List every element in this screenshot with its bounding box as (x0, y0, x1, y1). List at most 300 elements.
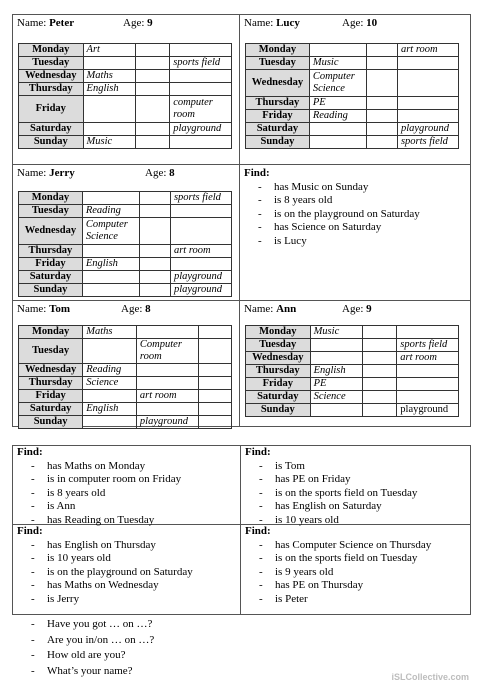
activity-cell (363, 404, 397, 417)
day-cell: Wednesday (19, 364, 83, 377)
list-item-text: is in computer room on Friday (47, 473, 182, 485)
activity-cell (136, 403, 198, 416)
list-item-text: is Lucy (274, 234, 307, 247)
list-item (17, 460, 237, 474)
activity-cell (363, 352, 397, 365)
question-list (17, 617, 317, 679)
dash-bullet: - (259, 592, 263, 605)
name-label: Name: (244, 303, 277, 315)
day-cell: Sunday (19, 416, 83, 429)
activity-cell: sports field (170, 192, 231, 205)
activity-cell (367, 57, 398, 70)
activity-cell: playground (170, 284, 231, 297)
list-item-text: has Music on Sunday (274, 180, 369, 193)
list-item-text: has Maths on Monday (47, 459, 146, 472)
day-cell: Monday (19, 44, 84, 57)
activity-cell (82, 245, 139, 258)
list-item-text: is on the sports field on Tuesday (275, 552, 418, 564)
schedule-row (246, 391, 459, 404)
dash-bullet: - (31, 649, 35, 661)
list-item (245, 539, 469, 553)
activity-cell: English (83, 403, 137, 416)
peter-header (17, 17, 237, 32)
schedule-row (246, 57, 459, 70)
list-item-text: is Ann (47, 500, 76, 512)
list-item-text: Have you got … on …? (47, 618, 153, 630)
schedule-row (19, 136, 232, 149)
activity-cell (140, 284, 171, 297)
activity-cell: PE (310, 378, 363, 391)
activity-cell (363, 326, 397, 339)
activity-cell (199, 377, 232, 390)
schedule-row (246, 365, 459, 378)
activity-cell: Reading (309, 110, 366, 123)
day-cell: Saturday (246, 123, 310, 136)
student-name: Lucy (276, 17, 300, 29)
schedule-row (19, 70, 232, 83)
jerry-schedule-table (18, 191, 232, 297)
activity-cell (310, 339, 363, 352)
dash-bullet: - (258, 234, 262, 247)
find-list (245, 539, 469, 607)
useful-questions (17, 617, 317, 679)
list-item (245, 473, 469, 487)
student-name: Peter (49, 17, 75, 29)
peter-schedule-table (18, 43, 232, 149)
student-age: 9 (147, 17, 153, 29)
name-label: Name: (17, 167, 50, 179)
tom-schedule-table (18, 325, 232, 429)
schedule-row (19, 284, 232, 297)
ann-schedule-table (245, 325, 459, 417)
lucy-header (244, 17, 464, 32)
schedule-row (19, 57, 232, 70)
activity-cell (82, 284, 139, 297)
list-item-text: has Maths on Wednesday (47, 579, 159, 591)
schedule-row (246, 404, 459, 417)
activity-cell (310, 404, 363, 417)
schedule-row (19, 96, 232, 123)
dash-bullet: - (259, 473, 263, 485)
student-name: Ann (276, 303, 297, 315)
activity-cell (136, 57, 170, 70)
list-item (245, 500, 469, 514)
activity-cell (397, 57, 458, 70)
list-item (17, 566, 237, 580)
jerry-header (17, 167, 237, 182)
day-cell: Saturday (19, 403, 83, 416)
activity-cell (140, 218, 171, 245)
activity-cell (199, 416, 232, 429)
activity-cell: Reading (82, 205, 139, 218)
day-cell: Wednesday (246, 70, 310, 97)
dash-bullet: - (31, 500, 35, 512)
activity-cell (140, 258, 171, 271)
activity-cell (363, 365, 397, 378)
age-label: Age: (145, 167, 170, 179)
dash-bullet: - (259, 579, 263, 591)
activity-cell (199, 326, 232, 339)
day-cell: Sunday (19, 136, 84, 149)
find-box-c (17, 525, 237, 606)
day-cell: Sunday (246, 404, 311, 417)
schedule-row (19, 377, 232, 390)
activity-cell (397, 97, 458, 110)
student-age: 8 (145, 303, 151, 315)
activity-cell: Maths (83, 326, 137, 339)
day-cell: Friday (19, 390, 83, 403)
activity-cell (367, 110, 398, 123)
activity-cell (140, 192, 171, 205)
activity-cell (367, 123, 398, 136)
schedule-row (19, 123, 232, 136)
dash-bullet: - (31, 538, 35, 551)
day-cell: Friday (19, 96, 84, 123)
list-item (245, 593, 469, 607)
find-box-a (17, 446, 237, 527)
list-item-text: has Computer Science on Thursday (275, 538, 432, 551)
dash-bullet: - (31, 565, 35, 578)
activity-cell (136, 70, 170, 83)
activity-cell (83, 123, 136, 136)
activity-cell: computer room (170, 96, 232, 123)
find-title: Find: (245, 525, 271, 537)
day-cell: Wednesday (246, 352, 311, 365)
list-item (17, 664, 317, 680)
activity-cell: playground (170, 271, 231, 284)
schedule-row (246, 70, 459, 97)
day-cell: Sunday (19, 284, 83, 297)
dash-bullet: - (259, 565, 263, 578)
schedule-row (246, 352, 459, 365)
list-item-text: is 10 years old (47, 552, 111, 564)
activity-cell (140, 205, 171, 218)
schedule-row (19, 416, 232, 429)
dash-bullet: - (31, 592, 35, 605)
age-label: Age: (121, 303, 146, 315)
activity-cell (199, 403, 232, 416)
activity-cell: Music (310, 326, 363, 339)
activity-cell: Computer Science (82, 218, 139, 245)
activity-cell (363, 391, 397, 404)
list-item (17, 648, 317, 664)
name-label: Name: (17, 17, 50, 29)
activity-cell (363, 378, 397, 391)
list-item-text: is Peter (275, 592, 308, 605)
day-cell: Thursday (19, 245, 83, 258)
day-cell: Tuesday (246, 57, 310, 70)
activity-cell (136, 83, 170, 96)
activity-cell (170, 205, 231, 218)
activity-cell: English (83, 83, 136, 96)
activity-cell: Maths (83, 70, 136, 83)
list-item-text: is on the playground on Saturday (274, 207, 420, 220)
list-item (17, 633, 317, 649)
dash-bullet: - (31, 486, 35, 499)
schedule-row (19, 364, 232, 377)
activity-cell: Computer room (136, 339, 198, 364)
day-cell: Tuesday (246, 339, 311, 352)
activity-cell (82, 192, 139, 205)
activity-cell: playground (397, 123, 458, 136)
activity-cell: sports field (397, 339, 459, 352)
list-item-text: has Science on Saturday (274, 221, 382, 233)
find-title: Find: (17, 525, 43, 537)
schedule-row (19, 271, 232, 284)
list-item (17, 579, 237, 593)
list-item (17, 500, 237, 514)
schedule-row (246, 326, 459, 339)
list-item-text: has Reading on Tuesday (47, 513, 155, 526)
activity-cell (83, 339, 137, 364)
dash-bullet: - (31, 664, 35, 677)
horizontal-divider-1 (12, 164, 471, 165)
list-item-text: is on the playground on Saturday (47, 565, 193, 578)
activity-cell: Science (310, 391, 363, 404)
activity-cell (170, 218, 231, 245)
age-label: Age: (342, 303, 367, 315)
lower-vertical-divider (240, 445, 241, 615)
list-item-text: is 8 years old (274, 194, 333, 206)
activity-cell: art room (397, 352, 459, 365)
activity-cell: Art (83, 44, 136, 57)
activity-cell (83, 57, 136, 70)
activity-cell: PE (309, 97, 366, 110)
schedule-row (19, 326, 232, 339)
activity-cell: playground (136, 416, 198, 429)
schedule-row (246, 97, 459, 110)
list-item (244, 181, 468, 195)
list-item (17, 487, 237, 501)
day-cell: Saturday (19, 123, 84, 136)
activity-cell (136, 377, 198, 390)
dash-bullet: - (259, 500, 263, 512)
activity-cell: Computer Science (309, 70, 366, 97)
horizontal-divider-2 (12, 300, 471, 301)
dash-bullet: - (259, 552, 263, 564)
activity-cell (140, 245, 171, 258)
day-cell: Friday (246, 378, 311, 391)
list-item (244, 235, 468, 249)
list-item-text: has PE on Friday (275, 473, 351, 485)
find-list (17, 539, 237, 607)
activity-cell (363, 339, 397, 352)
find-list (244, 181, 468, 249)
activity-cell: Science (83, 377, 137, 390)
activity-cell (83, 96, 136, 123)
activity-cell (82, 271, 139, 284)
dash-bullet: - (31, 459, 35, 472)
schedule-row (246, 123, 459, 136)
activity-cell (136, 123, 170, 136)
activity-cell (170, 258, 231, 271)
schedule-row (19, 258, 232, 271)
list-item (245, 487, 469, 501)
day-cell: Monday (246, 326, 311, 339)
activity-cell (136, 44, 170, 57)
activity-cell (367, 44, 398, 57)
activity-cell: Reading (83, 364, 137, 377)
day-cell: Thursday (19, 377, 83, 390)
list-item (17, 593, 237, 607)
list-item-text: is on the sports field on Tuesday (275, 486, 418, 499)
activity-cell: Music (83, 136, 136, 149)
schedule-row (246, 378, 459, 391)
activity-cell (199, 339, 232, 364)
schedule-row (19, 403, 232, 416)
list-item-text: is 10 years old (275, 513, 339, 526)
day-cell: Wednesday (19, 218, 83, 245)
dash-bullet: - (31, 579, 35, 591)
activity-cell (397, 391, 459, 404)
list-item-text: is Jerry (47, 592, 80, 605)
activity-cell: Music (309, 57, 366, 70)
activity-cell (310, 352, 363, 365)
activity-cell (170, 70, 232, 83)
student-name: Jerry (49, 167, 75, 179)
list-item-text: What’s your name? (47, 664, 133, 677)
schedule-row (246, 339, 459, 352)
activity-cell: art room (397, 44, 458, 57)
list-item-text: is 8 years old (47, 486, 106, 499)
activity-cell: sports field (397, 136, 458, 149)
activity-cell (140, 271, 171, 284)
activity-cell (309, 136, 366, 149)
list-item-text: is 9 years old (275, 565, 334, 578)
activity-cell (367, 136, 398, 149)
list-item (244, 208, 468, 222)
activity-cell (83, 390, 137, 403)
day-cell: Wednesday (19, 70, 84, 83)
dash-bullet: - (31, 513, 35, 526)
activity-cell (136, 136, 170, 149)
activity-cell (170, 44, 232, 57)
dash-bullet: - (259, 486, 263, 499)
list-item (244, 221, 468, 235)
activity-cell: English (82, 258, 139, 271)
day-cell: Thursday (246, 97, 310, 110)
day-cell: Friday (19, 258, 83, 271)
list-item-text: Are you in/on … on …? (47, 633, 155, 646)
dash-bullet: - (258, 180, 262, 193)
list-item-text: has English on Saturday (275, 500, 382, 512)
find-title: Find: (245, 446, 271, 458)
age-label: Age: (342, 17, 367, 29)
list-item (245, 579, 469, 593)
day-cell: Saturday (246, 391, 311, 404)
list-item-text: is Tom (275, 459, 305, 472)
list-item-text: has PE on Thursday (275, 579, 364, 591)
find-box-top (244, 167, 468, 248)
find-title: Find: (17, 446, 43, 458)
tom-header (17, 303, 237, 318)
activity-cell (397, 110, 458, 123)
activity-cell (199, 364, 232, 377)
schedule-row (19, 218, 232, 245)
schedule-row (19, 44, 232, 57)
student-age: 10 (366, 17, 378, 29)
dash-bullet: - (258, 221, 262, 233)
activity-cell: art room (170, 245, 231, 258)
watermark: iSLCollective.com (391, 672, 469, 682)
find-title: Find: (244, 167, 270, 179)
activity-cell (367, 97, 398, 110)
list-item (17, 539, 237, 553)
dash-bullet: - (31, 552, 35, 564)
dash-bullet: - (258, 207, 262, 220)
list-item (244, 194, 468, 208)
student-age: 9 (366, 303, 372, 315)
dash-bullet: - (31, 618, 35, 630)
find-box-b (245, 446, 469, 527)
list-item (245, 566, 469, 580)
schedule-row (19, 245, 232, 258)
student-age: 8 (169, 167, 175, 179)
lucy-schedule-table (245, 43, 459, 149)
list-item (245, 460, 469, 474)
day-cell: Thursday (246, 365, 311, 378)
schedule-row (246, 136, 459, 149)
activity-cell (397, 378, 459, 391)
find-list (245, 460, 469, 528)
activity-cell (136, 326, 198, 339)
activity-cell (309, 123, 366, 136)
activity-cell: English (310, 365, 363, 378)
day-cell: Monday (246, 44, 310, 57)
age-label: Age: (123, 17, 148, 29)
day-cell: Sunday (246, 136, 310, 149)
day-cell: Monday (19, 326, 83, 339)
find-box-d (245, 525, 469, 606)
day-cell: Monday (19, 192, 83, 205)
activity-cell (309, 44, 366, 57)
day-cell: Saturday (19, 271, 83, 284)
find-list (17, 460, 237, 528)
name-label: Name: (244, 17, 277, 29)
student-name: Tom (49, 303, 71, 315)
activity-cell (136, 364, 198, 377)
schedule-row (19, 205, 232, 218)
name-label: Name: (17, 303, 50, 315)
activity-cell (397, 365, 459, 378)
activity-cell (170, 83, 232, 96)
day-cell: Thursday (19, 83, 84, 96)
activity-cell: playground (397, 404, 459, 417)
day-cell: Tuesday (19, 205, 83, 218)
dash-bullet: - (258, 194, 262, 206)
list-item-text: How old are you? (47, 649, 126, 661)
dash-bullet: - (31, 633, 35, 646)
activity-cell (397, 70, 458, 97)
list-item (17, 552, 237, 566)
list-item-text: has English on Thursday (47, 538, 156, 551)
activity-cell (136, 96, 170, 123)
activity-cell (199, 390, 232, 403)
schedule-row (246, 110, 459, 123)
activity-cell (367, 70, 398, 97)
schedule-row (19, 192, 232, 205)
dash-bullet: - (31, 473, 35, 485)
vertical-divider (239, 14, 240, 427)
dash-bullet: - (259, 538, 263, 551)
activity-cell: art room (136, 390, 198, 403)
list-item (245, 552, 469, 566)
activity-cell (170, 136, 232, 149)
day-cell: Tuesday (19, 339, 83, 364)
list-item (17, 473, 237, 487)
schedule-row (19, 83, 232, 96)
activity-cell: sports field (170, 57, 232, 70)
